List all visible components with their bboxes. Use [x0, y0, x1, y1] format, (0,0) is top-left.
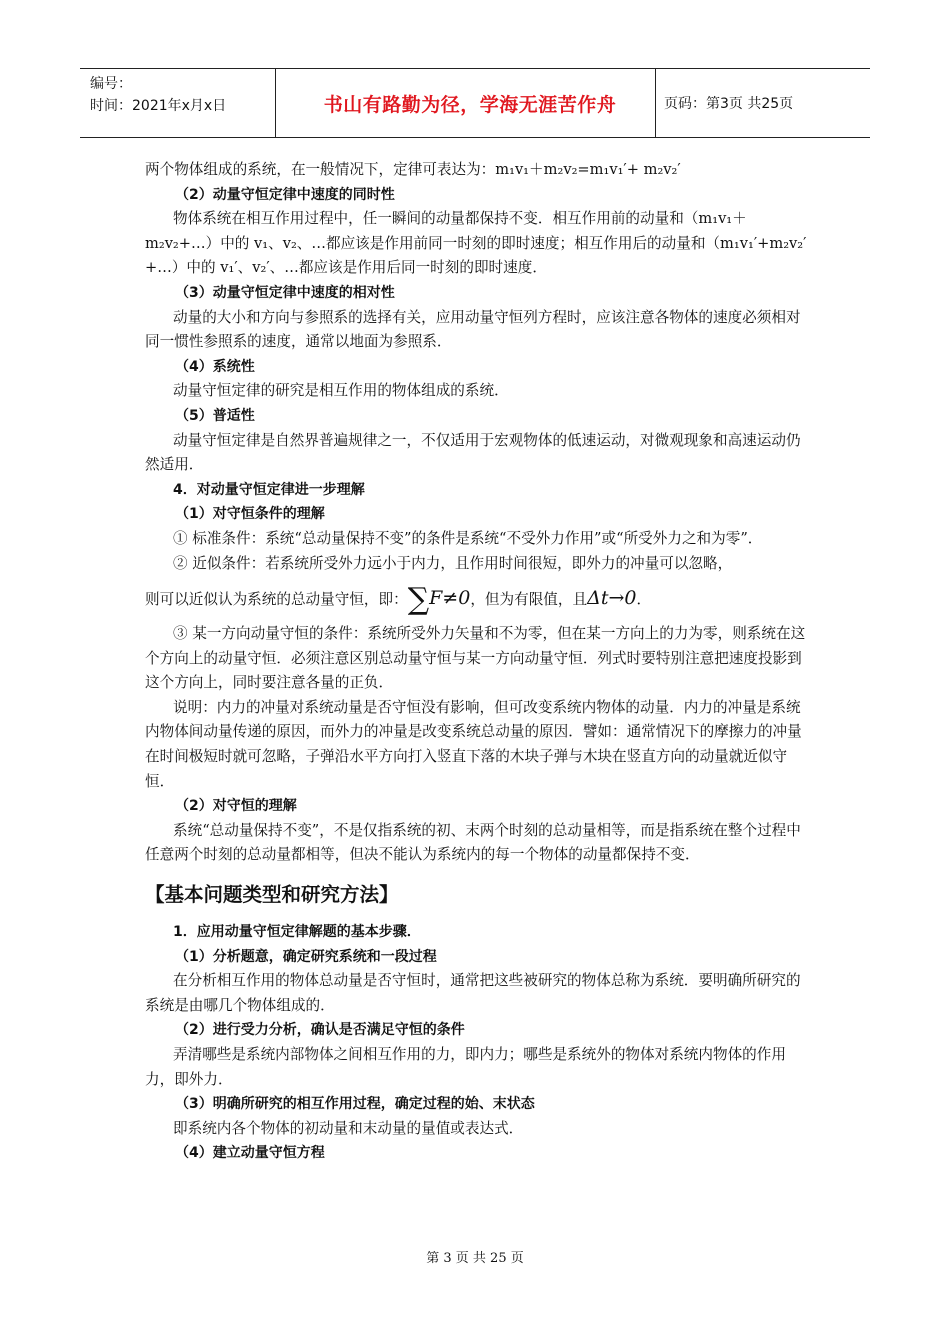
delta-t-expression: Δt→0 [587, 587, 637, 610]
page-footer: 第 3 页 共 25 页 [426, 1251, 524, 1266]
formula-line [145, 576, 810, 622]
paragraph: 说明：内力的冲量对系统动量是否守恒没有影响，但可改变系统内物体的动量．内力的冲量是系统内物体间动量传递的原因，而外力的冲量是改变系统总动量的原因．譬如：通常情况下的摩擦力的冲量在时间极短时就可忽略，子弹沿水平方向打入竖直下落的木块子弹与木块在竖直方向的动量就近似守恒． [145, 698, 802, 790]
paragraph: 系统“总动量保持不变”，不是仅指系统的初、末两个时刻的总动量相等，而是指系统在整个过程中任意两个时刻的总动量都相等，但决不能认为系统内的每一个物体的动量都保持不变． [145, 821, 801, 864]
section-heading: 1．应用动量守恒定律解题的基本步骤． [173, 924, 421, 941]
force-expression: F≠0 [429, 587, 471, 610]
paragraph: 即系统内各个物体的初动量和末动量的量值或表达式． [173, 1119, 524, 1137]
formula-text: ，但为有限值，且 [470, 591, 588, 609]
sigma-symbol: ∑ [407, 582, 430, 618]
header-meta [90, 73, 226, 117]
subheading: （2）对守恒的理解 [175, 798, 297, 815]
subheading: （3）明确所研究的相互作用过程，确定过程的始、末状态 [175, 1096, 535, 1113]
header-divider [655, 69, 656, 137]
paragraph: 物体系统在相互作用过程中，任一瞬间的动量都保持不变．相互作用前的动量和（m₁v₁＋m₂v₂+…）中的 v₁、v₂、…都应该是作用前同一时刻的即时速度；相互作用后的动量和（m₁v₁′+m₂v₂′+…）中的 v₁′、v₂′、…都应该是作用后同一时刻的即时速度． [145, 210, 807, 277]
paragraph: ③ 某一方向动量守恒的条件：系统所受外力矢量和不为零，但在某一方向上的力为零，则系统在这个方向上的动量守恒．必须注意区别总动量守恒与某一方向动量守恒．列式时要特别注意把速度投影到这个方向上，同时要注意各量的正负． [145, 625, 806, 692]
subheading: （1）对守恒条件的理解 [175, 506, 325, 523]
serial-number-label: 编号： [90, 76, 132, 92]
formula-text: ． [636, 591, 652, 609]
paragraph: 动量的大小和方向与参照系的选择有关，应用动量守恒列方程时，应该注意各物体的速度必须相对同一惯性参照系的速度，通常以地面为参照系． [145, 308, 801, 351]
header-motto: 书山有路勤为径，学海无涯苦作舟 [323, 93, 617, 116]
header-page-info: 页码：第3页 共25页 [664, 96, 794, 112]
date-label: 时间：2021年x月x日 [90, 98, 227, 114]
subheading: （1）分析题意，确定研究系统和一段过程 [175, 948, 437, 965]
subheading: （4）系统性 [175, 358, 255, 375]
paragraph: 动量守恒定律的研究是相互作用的物体组成的系统． [173, 382, 509, 400]
paragraph: ② 近似条件：若系统所受外力远小于内力，且作用时间很短，即外力的冲量可以忽略， [173, 554, 733, 572]
subheading: （2）进行受力分析，确认是否满足守恒的条件 [175, 1022, 465, 1039]
section-title: 【基本问题类型和研究方法】 [145, 883, 399, 907]
document-body [145, 158, 810, 1166]
paragraph: 在分析相互作用的物体总动量是否守恒时，通常把这些被研究的物体总称为系统．要明确所研究的系统是由哪几个物体组成的． [145, 972, 801, 1014]
subheading: （5）普适性 [175, 407, 255, 424]
paragraph: 弄清哪些是系统内部物体之间相互作用的力，即内力；哪些是系统外的物体对系统内物体的作用力，即外力． [145, 1046, 786, 1088]
section-heading: 4．对动量守恒定律进一步理解 [173, 481, 365, 498]
sum-formula [407, 582, 471, 618]
subheading: （4）建立动量守恒方程 [175, 1145, 325, 1162]
subheading: （2）动量守恒定律中速度的同时性 [175, 186, 395, 203]
paragraph: 两个物体组成的系统，在一般情况下，定律可表达为：m₁v₁＋m₂v₂=m₁v₁′+ m₂v₂′ [145, 161, 681, 178]
paragraph: ① 标准条件：系统“总动量保持不变”的条件是系统“不受外力作用”或“所受外力之和为零”． [173, 529, 763, 547]
subheading: （3）动量守恒定律中速度的相对性 [175, 284, 395, 301]
header-divider [275, 69, 276, 137]
formula-text: 则可以近似认为系统的总动量守恒，即： [145, 591, 408, 609]
page-header [80, 68, 870, 138]
paragraph: 动量守恒定律是自然界普遍规律之一，不仅适用于宏观物体的低速运动，对微观现象和高速运动仍然适用． [145, 431, 801, 474]
